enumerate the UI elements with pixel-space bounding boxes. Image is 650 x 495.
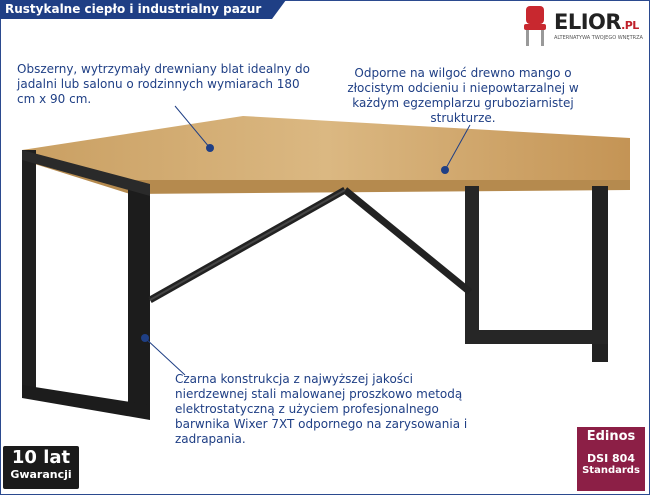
warranty-label: Gwarancji: [10, 468, 72, 481]
warranty-years: 10 lat: [11, 447, 71, 468]
caption-tabletop: Obszerny, wytrzymały drewniany blat idealny do jadalni lub salonu o rodzinnych wymiarach 180 cm x 90 cm.: [17, 62, 311, 106]
brace-highlight: [150, 190, 345, 300]
back-left-leg: [22, 150, 36, 390]
pointer-dot-top-right: [441, 166, 449, 174]
edinos-badge: [577, 427, 645, 491]
logo-brand: ELIOR.PL: [554, 10, 639, 34]
logo-tagline: ALTERNATYWA TWOJEGO WNĘTRZA: [554, 35, 643, 41]
pointer-dot-bottom: [141, 334, 149, 342]
caption-frame: Czarna konstrukcja z najwyższej jakości nierdzewnej stali malowanej proszkowo metodą elektrostatyczną z użyciem profesjonalnego barwnika Wixer 7XT odpornego na zarysowania i zadrapania.: [175, 372, 468, 446]
edinos-title: Edinos: [586, 429, 636, 444]
page-title: Rustykalne ciepło i industrialny pazur: [0, 0, 272, 19]
caption-wood: Odporne na wilgoć drewno mango o złocistym odcieniu i niepowtarzalnej w każdym egzemplarzu gruboziarnistej strukturze.: [347, 66, 579, 125]
edinos-code: DSI 804: [587, 452, 635, 465]
right-foot-bar: [465, 330, 608, 344]
warranty-badge: [3, 446, 79, 489]
back-right-leg: [465, 186, 479, 332]
pointer-dot-top-left: [206, 144, 214, 152]
pointer-line-bottom: [145, 338, 185, 375]
front-left-leg: [128, 185, 150, 415]
edinos-standards: Standards: [582, 465, 640, 476]
brace-right-down: [345, 190, 470, 292]
